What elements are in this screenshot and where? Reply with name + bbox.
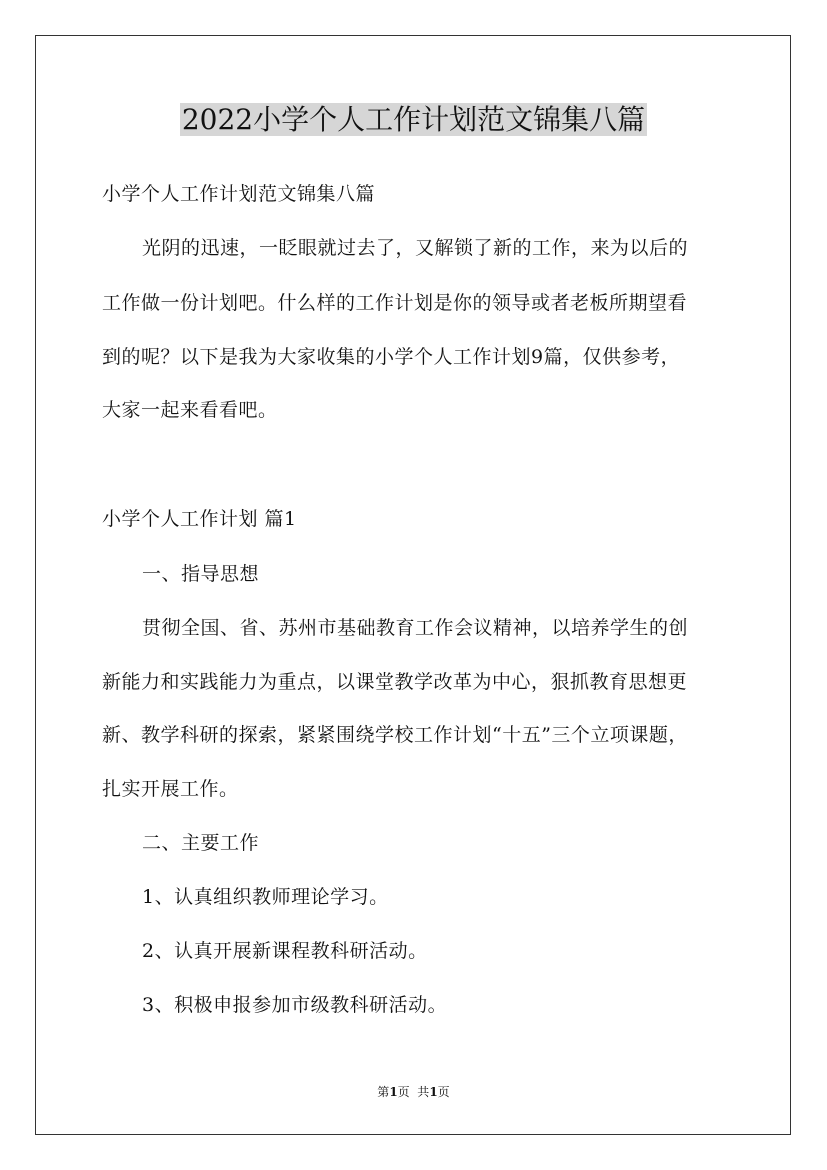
part2-heading: 二、主要工作 — [142, 832, 260, 854]
section-heading: 小学个人工作计划 篇1 — [102, 508, 297, 530]
part1-line-3: 新、教学科研的探索，紧紧围绕学校工作计划“十五”三个立项课题， — [102, 724, 688, 746]
footer-page-mid: 页 共 — [397, 1085, 430, 1099]
document-title: 2022小学个人工作计划范文锦集八篇 — [181, 103, 646, 136]
part1-line-2: 新能力和实践能力为重点，以课堂教学改革为中心，狠抓教育思想更 — [102, 671, 688, 693]
footer-page-suffix: 页 — [437, 1085, 450, 1099]
document-subtitle: 小学个人工作计划范文锦集八篇 — [102, 183, 376, 205]
part1-heading: 一、指导思想 — [142, 563, 260, 585]
part1-line-4: 扎实开展工作。 — [102, 778, 239, 800]
list-item: 3、积极申报参加市级教科研活动。 — [142, 994, 448, 1016]
intro-line-4: 大家一起来看看吧。 — [102, 399, 278, 421]
footer-page-total: 1 — [429, 1085, 438, 1099]
list-item: 1、认真组织教师理论学习。 — [142, 886, 389, 908]
intro-line-3: 到的呢？以下是我为大家收集的小学个人工作计划9篇，仅供参考， — [102, 346, 681, 368]
part1-line-1: 贯彻全国、省、苏州市基础教育工作会议精神，以培养学生的创 — [142, 617, 689, 639]
footer-page-number: 1 — [389, 1085, 398, 1099]
footer-page-prefix: 第 — [377, 1085, 390, 1099]
page-footer — [0, 1084, 827, 1100]
list-item: 2、认真开展新课程教科研活动。 — [142, 940, 428, 962]
intro-line-1: 光阴的迅速，一眨眼就过去了，又解锁了新的工作，来为以后的 — [142, 237, 689, 259]
intro-line-2: 工作做一份计划吧。什么样的工作计划是你的领导或者老板所期望看 — [102, 292, 688, 314]
